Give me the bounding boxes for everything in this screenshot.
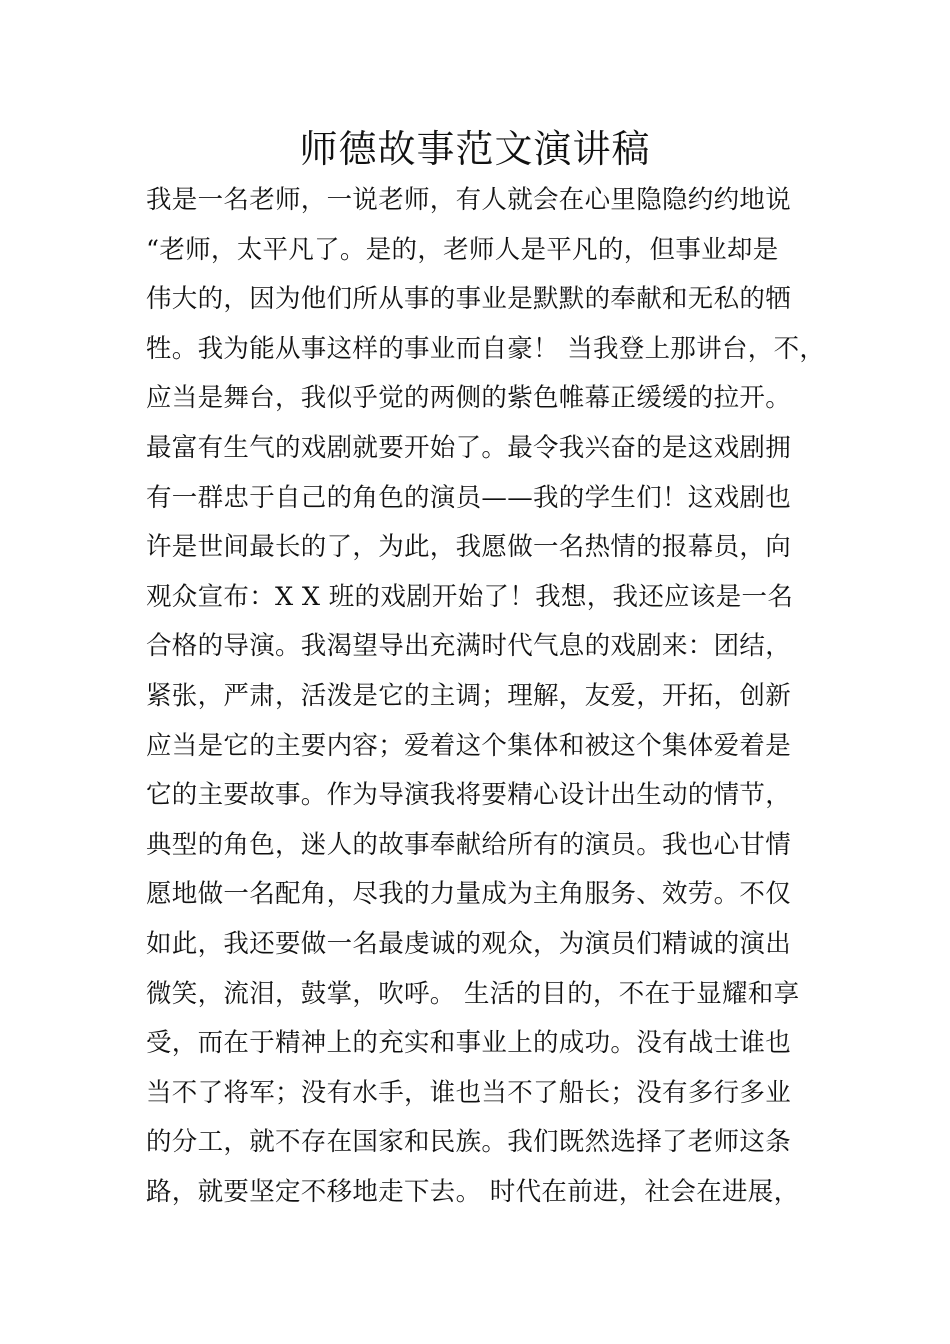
body-line: 受，而在于精神上的充实和事业上的成功。没有战士谁也 xyxy=(146,1028,792,1059)
body-line: 它的主要故事。作为导演我将要精心设计出生动的情节， xyxy=(146,780,792,811)
body-line: 应当是它的主要内容；爱着这个集体和被这个集体爱着是 xyxy=(146,730,792,761)
body-line: 应当是舞台，我似乎觉的两侧的紫色帷幕正缓缓的拉开。 xyxy=(146,383,792,414)
body-line: 牲。我为能从事这样的事业而自豪！ 当我登上那讲台，不， xyxy=(146,333,826,364)
body-line: “老师，太平凡了。是的，老师人是平凡的，但事业却是 xyxy=(146,234,779,265)
body-line: 当不了将军；没有水手，谁也当不了船长；没有多行多业 xyxy=(146,1077,792,1108)
body-line: 伟大的，因为他们所从事的事业是默默的奉献和无私的牺 xyxy=(146,284,792,315)
document-title: 师德故事范文演讲稿 xyxy=(299,127,651,171)
body-line: 典型的角色，迷人的故事奉献给所有的演员。我也心甘情 xyxy=(146,829,792,860)
body-line: 紧张，严肃，活泼是它的主调；理解，友爱，开拓，创新 xyxy=(146,680,792,711)
body-line: 许是世间最长的了，为此，我愿做一名热情的报幕员，向 xyxy=(146,532,792,563)
body-line: 合格的导演。我渴望导出充满时代气息的戏剧来：团结， xyxy=(146,631,792,662)
body-line: 如此，我还要做一名最虔诚的观众，为演员们精诚的演出 xyxy=(146,928,792,959)
body-line: 有一群忠于自己的角色的演员——我的学生们！这戏剧也 xyxy=(146,482,792,513)
body-line: 路，就要坚定不移地走下去。 时代在前进，社会在进展， xyxy=(146,1176,800,1207)
document-body xyxy=(146,176,836,1217)
body-line: 的分工，就不存在国家和民族。我们既然选择了老师这条 xyxy=(146,1127,792,1158)
body-line: 最富有生气的戏剧就要开始了。最令我兴奋的是这戏剧拥 xyxy=(146,432,792,463)
body-line: 微笑，流泪，鼓掌，吹呼。 生活的目的，不在于显耀和享 xyxy=(146,978,800,1009)
body-line: 我是一名老师，一说老师，有人就会在心里隐隐约约地说 xyxy=(146,185,792,215)
body-line: 观众宣布：X X 班的戏剧开始了！我想，我还应该是一名 xyxy=(146,581,794,612)
body-line: 愿地做一名配角，尽我的力量成为主角服务、效劳。不仅 xyxy=(146,879,792,910)
